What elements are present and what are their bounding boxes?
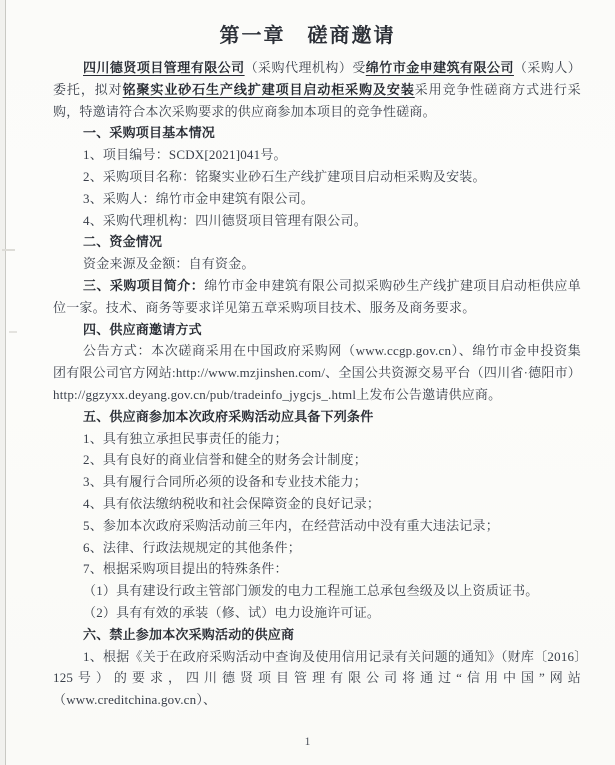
paragraph [53,580,581,602]
document-body [53,57,581,711]
paragraph [53,515,581,537]
text-run: 7、根据采购项目提出的特殊条件： [83,561,288,577]
text-run: （采购代理机构）受 [244,60,366,75]
text-run: 4、采购代理机构：四川德贤项目管理有限公司。 [83,212,367,228]
scan-artifact [2,249,15,251]
text-run: 六、禁止参加本次采购活动的供应商 [83,626,295,642]
paragraph [53,558,581,580]
text-run: 5、参加本次政府采购活动前三年内，在经营活动中没有重大违法记录； [83,517,499,533]
paragraph [53,253,581,275]
paragraph [53,166,581,188]
paragraph [53,646,581,711]
underlined-text-run: 四川德贤项目管理有限公司 [83,60,245,75]
text-run: 采用竞争性磋商方式进行采购，特邀请符合本次采购要求的供应商参加本项目的竞争性磋商。 [53,81,581,119]
text-run: 3、具有履行合同所必须的设备和专业技术能力； [83,474,367,490]
page-number: 1 [304,736,311,748]
paragraph [53,602,581,624]
text-run: （采购人）委托，拟对 [53,60,581,97]
paragraph [53,449,581,471]
text-run: 3、采购人：绵竹市金申建筑有限公司。 [83,190,315,206]
text-run: 绵竹市金申建筑有限公司拟采购砂生产线扩建项目启动柜供应单位一家。技术、商务等要求详见第五章采购项目技术、服务及商务要求。 [53,277,581,315]
text-run: 4、具有依法缴纳税收和社会保障资金的良好记录； [83,495,381,511]
chapter-title: 第一章 磋商邀请 [219,25,396,47]
paragraph [53,428,581,450]
paragraph [53,144,581,166]
paragraph [53,340,581,405]
section-heading [53,319,581,341]
section-heading [53,624,581,646]
text-run: 五、供应商参加本次政府采购活动应具备下列条件 [83,408,374,424]
text-run: （2）具有有效的承装（修、试）电力设施许可证。 [83,604,381,620]
text-run: 三、采购项目简介： [83,277,205,293]
text-run: 1、根据《关于在政府采购活动中查询及使用信用记录有关问题的通知》（财库〔2016〕125号）的要求，四川德贤项目管理有限公司将通过“信用中国”网站（www.creditchina.gov.cn）、 [53,648,581,708]
paragraph [53,493,581,515]
paragraph [53,57,581,122]
text-run: 1、项目编号：SCDX[2021]041号。 [83,147,287,163]
paragraph [53,275,581,319]
text-run: （1）具有建设行政主管部门颁发的电力工程施工总承包叁级及以上资质证书。 [83,583,539,599]
section-heading [53,406,581,428]
paragraph [53,537,581,559]
text-run: 6、法律、行政法规规定的其他条件； [83,539,301,555]
paragraph [53,471,581,493]
underlined-text-run: 绵竹市金申建筑有限公司 [365,60,514,75]
underlined-text-run: 铭聚实业砂石生产线扩建项目启动柜采购及安装 [122,81,415,97]
text-run: 2、采购项目名称：铭聚实业砂石生产线扩建项目启动柜采购及安装。 [83,168,486,184]
paragraph [53,188,581,210]
paragraph [53,210,581,232]
text-run: 四、供应商邀请方式 [83,321,202,337]
scan-edge-line [5,0,6,765]
section-heading [53,231,581,253]
text-run: 二、资金情况 [83,234,163,250]
scan-artifact [9,331,17,333]
text-run: 资金来源及金额：自有资金。 [83,256,255,272]
text-run: 一、采购项目基本情况 [83,125,216,141]
text-run: 2、具有良好的商业信誉和健全的财务会计制度； [83,452,367,468]
section-heading [53,122,581,144]
text-run: 公告方式：本次磋商采用在中国政府采购网（www.ccgp.gov.cn）、绵竹市金申投资集团有限公司官方网站:http://www.mzjinshen.com/、全国公共资源交易平台（四川省·德阳市）http://ggzyxx.deyang.gov.cn/pub/tradeinfo_jygcjs_.html上发布公告邀请供应商。 [53,343,581,402]
text-run: 1、具有独立承担民事责任的能力； [83,430,288,446]
